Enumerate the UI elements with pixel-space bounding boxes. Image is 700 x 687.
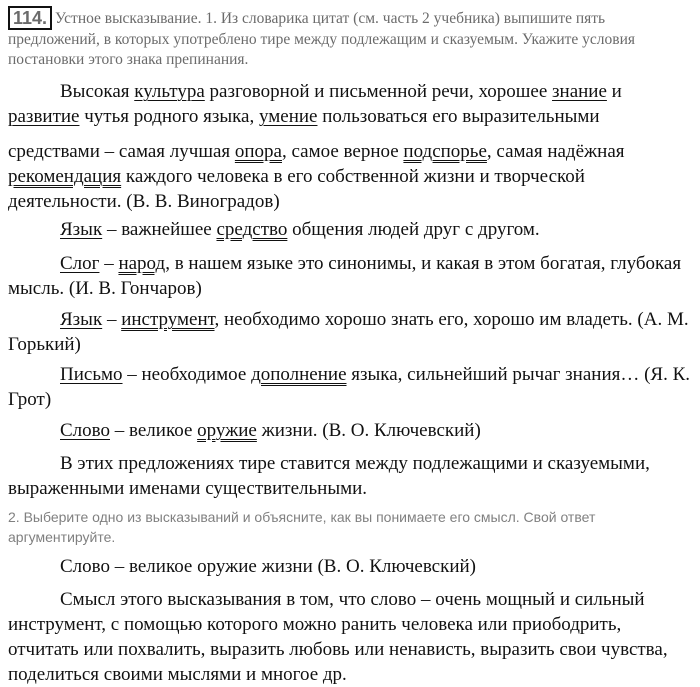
quote-goncharov: Слог – народ, в нашем языке это синонимы, и какая в этом богатая, глубокая мысль. (И. В. Гончаров) [8, 253, 682, 299]
subject-word: культура [134, 81, 205, 102]
predicate-word: средство [216, 219, 288, 240]
task-body: 1. Из словарика цитат (см. часть 2 учебника) выпишите пять предложений, в которых употреблено тире между подлежащим и сказуемым. Укажите условия постановки этого знака препинания. [8, 10, 636, 68]
exercise-number: 114. [8, 6, 52, 30]
subject-word: Слог [60, 253, 100, 274]
task-2: 2. Выберите одно из высказываний и объясните, как вы понимаете его смысл. Свой ответ аргументируйте. [8, 509, 596, 545]
quote-yazyk-sredstvo: Язык – важнейшее средство общения людей друг с другом. [60, 219, 540, 240]
subject-word: умение [259, 106, 318, 127]
subject-word: Язык [60, 219, 103, 240]
quote-gorky: Язык – инструмент, необходимо хорошо знать его, хорошо им владеть. (А. М. Горький) [8, 309, 689, 355]
predicate-word: рекомендация [8, 166, 122, 187]
predicate-word: опора [234, 141, 282, 162]
subject-word: Язык [60, 309, 103, 330]
conclusion: В этих предложениях тире ставится между подлежащими и сказуемыми, выраженными именами существительными. [8, 453, 650, 499]
predicate-word: дополнение [251, 364, 347, 385]
exercise-task [8, 6, 692, 70]
subject-word: развитие [8, 106, 80, 127]
task-lead: Устное высказывание. [55, 10, 202, 27]
subject-word: Письмо [60, 364, 123, 385]
quote-grot: Письмо – необходимое дополнение языка, сильнейший рычаг знания… (Я. К. Грот) [8, 364, 691, 410]
predicate-word: оружие [197, 420, 257, 441]
quote-vinogradov-lines-1-2: Высокая культура разговорной и письменной речи, хорошее знание и развитие чутья родного языка, умение пользоваться его выразительными [8, 81, 622, 127]
predicate-word: подспорье [403, 141, 487, 162]
quote-klyuchevsky: Слово – великое оружие жизни. (В. О. Ключевский) [60, 420, 481, 441]
predicate-word: инструмент [121, 309, 215, 330]
subject-word: знание [552, 81, 607, 102]
explanation: Смысл этого высказывания в том, что слово – очень мощный и сильный инструмент, с помощью которого можно ранить человека или приободрить, отчитать или похвалить, выразить любовь или ненависть, выразить свои чувства, поделиться своими мыслями и многое др. [8, 589, 668, 685]
chosen-quote: Слово – великое оружие жизни (В. О. Ключевский) [60, 556, 477, 577]
quote-vinogradov-lines-3-5: средствами – самая лучшая опора, самое верное подспорье, самая надёжная рекомендация каждого человека в его собственной жизни и творческой деятельности. (В. В. Виноградов) [8, 141, 625, 212]
subject-word: Слово [60, 420, 110, 441]
predicate-word: народ [118, 253, 166, 274]
